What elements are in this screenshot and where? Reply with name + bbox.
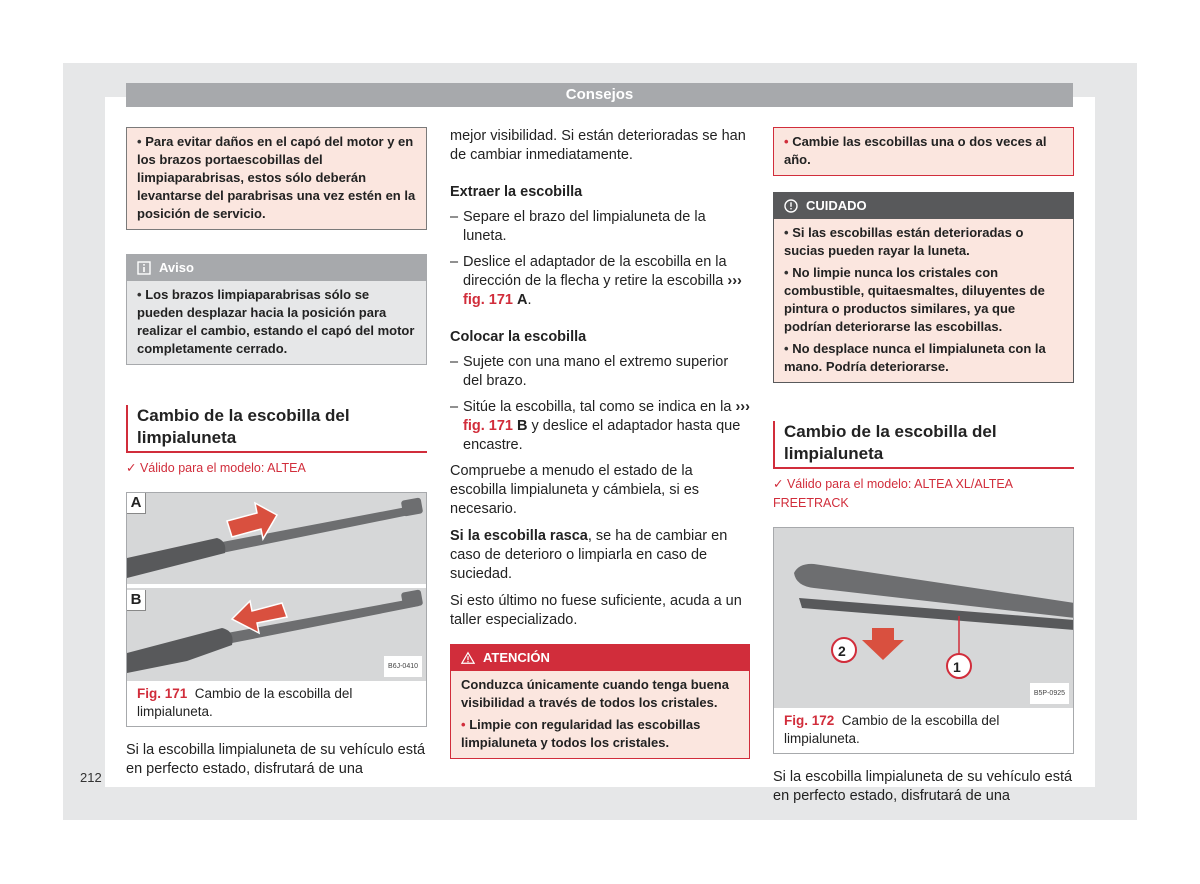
validity-text: Válido para el modelo: ALTEA XL/ALTEA FREETRACK	[773, 477, 1013, 510]
atencion-header	[451, 645, 749, 671]
body-paragraph: Compruebe a menudo el estado de la escobilla limpialuneta y cámbiela, si es necesario.	[450, 463, 700, 517]
note-box	[126, 127, 427, 230]
figure-label-a: A	[127, 493, 146, 514]
cuidado-title: CUIDADO	[806, 198, 867, 213]
section-heading-2	[773, 421, 1074, 513]
step-end: y deslice el adaptador hasta que encastre.	[463, 418, 741, 453]
place-steps	[450, 353, 750, 455]
bullet-text: Si las escobillas están deterioradas o sucias pueden rayar la luneta.	[784, 225, 1024, 258]
aviso-text: Los brazos limpiaparabrisas sólo se pueden desplazar hacia la posición para realizar el cambio, estando el capó del motor completamente cerrado.	[137, 287, 415, 356]
section-title: Cambio de la escobilla del limpialuneta	[126, 405, 427, 453]
column-1	[126, 127, 427, 787]
fig-link-text: fig. 171	[463, 292, 513, 308]
figure-172-image	[774, 528, 1073, 708]
wiper-arm-illustration	[774, 528, 1073, 708]
step-item	[450, 208, 750, 246]
page-number: 212	[80, 770, 102, 785]
cuidado-bullet	[784, 264, 1063, 336]
bullet-icon: •	[137, 134, 142, 149]
note-text: Para evitar daños en el capó del motor y en los brazos portaescobillas del limpiaparabrisas, estos sólo deberán levantarse del parabrisas una vez estén en la posición de servicio.	[137, 134, 416, 221]
figure-code: B5P-0925	[1030, 683, 1069, 704]
section-title: Cambio de la escobilla del limpialuneta	[773, 421, 1074, 469]
checkmark-icon: ✓	[126, 461, 137, 475]
bullet-icon: •	[461, 717, 466, 732]
bullet-text: No limpie nunca los cristales con combustible, quitaesmaltes, diluyentes de pintura o productos similares, ya que podrían deteriorarse las escobillas.	[784, 265, 1045, 334]
fig-label: A	[517, 292, 528, 308]
cuidado-header	[774, 193, 1073, 219]
intro-paragraph: mejor visibilidad. Si están deterioradas se han de cambiar inmediatamente.	[450, 128, 746, 163]
bold-lead: Si la escobilla rasca	[450, 528, 588, 544]
step-text: Sujete con una mano el extremo superior del brazo.	[463, 354, 729, 389]
section-header: Consejos	[126, 83, 1073, 107]
step-text: Deslice el adaptador de la escobilla en la dirección de la flecha y retire la escobilla	[463, 254, 727, 289]
figure-caption-text: Cambio de la escobilla del limpialuneta.	[137, 686, 353, 719]
step-item	[450, 353, 750, 391]
cuidado-bullet	[784, 224, 1063, 260]
figure-ref: Fig. 172	[784, 713, 835, 728]
figure-label-b: B	[127, 590, 146, 611]
aviso-body	[127, 281, 426, 364]
aviso-title: Aviso	[159, 260, 194, 275]
column-2	[450, 127, 750, 759]
bullet-text: Cambie las escobillas una o dos veces al año.	[784, 134, 1047, 167]
step-text: Separe el brazo del limpialuneta de la luneta.	[463, 209, 706, 244]
ref-arrow-icon: ›››	[735, 399, 750, 415]
body-paragraph	[450, 527, 750, 584]
bullet-icon: •	[784, 134, 789, 149]
body-paragraph: Si esto último no fuese suficiente, acuda a un taller especializado.	[450, 593, 742, 628]
callout-2: 2	[838, 643, 846, 659]
bullet-text: No desplace nunca el limpialuneta con la mano. Podría deteriorarse.	[784, 341, 1046, 374]
warning-triangle-icon	[461, 651, 475, 665]
info-icon	[137, 261, 151, 275]
figure-caption	[127, 681, 426, 726]
step-item	[450, 398, 750, 455]
validity-note	[773, 475, 1074, 513]
validity-text: Válido para el modelo: ALTEA	[139, 461, 306, 475]
atencion-box	[450, 644, 750, 759]
cuidado-box	[773, 192, 1074, 383]
figure-caption-text: Cambio de la escobilla del limpialuneta.	[784, 713, 1000, 746]
figure-171	[126, 492, 427, 727]
validity-note	[126, 459, 427, 478]
ref-arrow-icon: ›››	[727, 273, 742, 289]
aviso-box	[126, 254, 427, 365]
place-heading: Colocar la escobilla	[450, 329, 587, 345]
atencion-body	[451, 671, 749, 758]
extract-heading: Extraer la escobilla	[450, 184, 583, 200]
column-3	[773, 127, 1074, 814]
atencion-continued-box	[773, 127, 1074, 176]
callout-1: 1	[953, 659, 961, 675]
aviso-header	[127, 255, 426, 281]
fig-label: B	[517, 418, 528, 434]
body-paragraph: Si la escobilla limpialuneta de su vehículo está en perfecto estado, disfrutará de una	[773, 769, 1073, 804]
atencion-bullet	[461, 716, 739, 752]
extract-steps	[450, 208, 750, 310]
step-item	[450, 253, 750, 310]
bullet-icon: •	[784, 225, 789, 240]
atencion-title: ATENCIÓN	[483, 650, 550, 665]
section-heading-1	[126, 405, 427, 478]
cuidado-body	[774, 219, 1073, 382]
checkmark-icon: ✓	[773, 477, 784, 491]
bullet-icon: •	[137, 287, 142, 302]
figure-172	[773, 527, 1074, 754]
figure-ref: Fig. 171	[137, 686, 188, 701]
body-paragraph: Si la escobilla limpialuneta de su vehículo está en perfecto estado, disfrutará de una	[126, 742, 426, 777]
figure-caption	[774, 708, 1073, 753]
step-end: .	[527, 292, 532, 308]
step-text: Sitúe la escobilla, tal como se indica en la	[463, 399, 732, 415]
paragraph-text: , se ha de cambiar en caso de deterioro o limpiarla en caso de suciedad.	[450, 528, 728, 582]
figure-171-image	[127, 493, 426, 681]
bullet-icon: •	[784, 265, 789, 280]
bullet-icon: •	[784, 341, 789, 356]
figure-code: B6J-0410	[384, 656, 422, 677]
fig-link-text: fig. 171	[463, 418, 513, 434]
cuidado-bullet	[784, 340, 1063, 376]
caution-circle-icon	[784, 199, 798, 213]
bullet-text: Limpie con regularidad las escobillas limpialuneta y todos los cristales.	[461, 717, 701, 750]
atencion-lead: Conduzca únicamente cuando tenga buena visibilidad a través de todos los cristales.	[461, 677, 729, 710]
wiper-illustration	[127, 493, 426, 681]
